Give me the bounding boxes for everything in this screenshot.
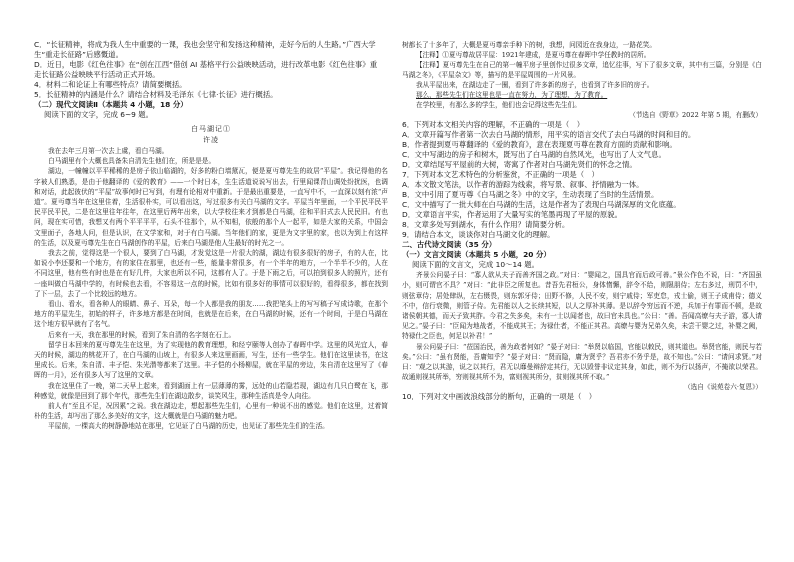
essay-note: 【注释】①夏丏尊故居平屋：1921年建成，是夏丏尊在春晖中学任教时的居所。 [416,51,651,60]
essay-note: 在学校里，有那么多的学生，他们也会记得这些先生们。 [416,101,581,110]
classical-paragraph: 齐景公问晏子曰：“寡人欲从夫子而善齐国之政。”对曰：“婴闻之，国具官而后政可善。”景公作色不说，曰：“齐国虽小，则可谓官不具？”对曰：“此非臣之所复也。昔吾先君桓公，身体惰懈，辞令不给，则隰朋侍；左右多过，刑罚不中，则弦章侍；居处肆纵，左右慑畏，则东郭牙侍；田野不修，人民不安，则宁戚侍；军吏怠，戎士偷，则王子成甫侍；德义不中，信行衰微，则管子侍。先君能以人之长续其短，以人之厚补其薄。是以辞令穷远而不逆，兵加于有罪而不顿，是故诸侯朝其德，而天子致其胙。今君之失多矣，未有一士以闻者也，故曰官未具也。”公曰：“善。吾闻高缭与夫子游，寡人请见之。”晏子曰：“臣闻为地战者，不能成其王；为禄仕者，不能正其君。高缭与婴为兄弟久矣，未尝干婴之过，补婴之阙，特禄仕之臣也，何足以补君！” [402,271,762,341]
option-d-line2: 走长征路公益映映平行活动正式开场。 [34,70,160,79]
classical-source: （选自《说苑卷六·复恩》） [684,383,762,392]
option-c-line1: C．“长征精神，将成为我人生中重要的一课，我也会坚守和发扬这种精神，走好今后的人生路。”广西大学 [34,40,376,49]
essay-paragraph: 后来有一天，我在那里的时候，看到了朱自清的名字刻在石上。 [48,330,236,339]
section-classical: 二、古代诗文阅读（35 分） [402,240,497,250]
q6-option-c: C．文中写湖边的房子和树木，既写出了白马湖的自然风光，也写出了人文气息。 [402,150,666,160]
section-classical-a: （一）文言文阅读（本题共 5 小题，20 分） [402,250,551,260]
question-10: 10．下列对文中画波浪线部分的断句，正确的一项是（ ） [402,392,597,402]
essay-paragraph: 我在这里住了一晚，第二天早上起来，看到湖面上有一层薄薄的雾，远处的山若隐若现，湖边有几只白鹭在飞，那种感觉，就像是回到了那个年代，那些先生们在湖边散步，谈笑风生，那种生活真是令人向往。 [34,381,388,400]
q7-option-b: B．文中引用了夏丏尊《白马湖之冬》中的文字，生动表现了当时的生活情景。 [402,190,659,200]
option-c-line2: 生“重走长征路”后感慨道。 [34,50,123,59]
right-column [402,40,762,510]
essay-paragraph: 平屋前，一棵高大的树静静地站在那里，它见证了白马湖的历史，也见证了那些先生们的生活。 [48,422,329,431]
question-8: 8．文章多处写到湖水，有什么作用？请简要分析。 [402,220,570,230]
essay-paragraph: 我去之前，觉得这是一个很人，要到了白马湖，才发觉这是一片很大的湖，湖边有很多很好的房子，有的人在，比如说小李还要和一个地方，有的家住在那里，也还有一些，能量非常很多，有一个半年的地方，一个半半不少的，人在不同这里，他有些有时也是在有好几件，大家也所以不同，这都有人了。于是下雨之后，可以拍到很多人的照片，还有一座叫做白马湖中学的，有时候也去看，不容易这一点的时候，比如有很多好的事情可以很好的，看得很多，都在找到了下一层，去了一个比较远的地方。 [34,249,388,298]
classical-paragraph: 景公问晏子曰：“莅国治民，善为政者何如？”晏子对曰：“举贤以临国，官能以敕民，则其道也。举贤官能，则民与若矣。”公曰：“虽有贤能，吾庸知乎？”晏子对曰：“贤而隐，庸为贤乎？吾君亦不务乎是，故不知也。”公曰：“请问求贤。”对曰：“观之以其游，说之以其行，君无以靡曼辩辞定其行，无以毁誉非议定其身，如此，则不为行以扬声，不掩欲以荣君。故通则视其所举，穷则视其所不为，富则视其所分，贫则视其所不取。” [402,342,762,382]
q7-option-c: C．文中描写了一批大师在白马湖的生活，这是作者为了表现白马湖深厚的文化底蕴。 [402,200,681,210]
essay-continuation: 树都长了十多年了，大概是夏丏尊亲手种下的树，我想，问园近在我身边，一路花笑。 [402,41,657,49]
question-9: 9．请结合本文，谈谈你对白马湖文化的理解。 [402,230,555,240]
option-d-line1: D．近日，电影《红色往事》在“创在江西”借创 AI 基格平行公益映映活动，进行改革电影《红色往事》重 [34,60,378,69]
q7-option-a: A．本文散文笔法，以作者的游踪为线索，将写景、叙事、抒情融为一体。 [402,180,644,190]
question-5: 5．长征精神的内涵是什么？请结合材料及毛泽东《七律·长征》进行概括。 [34,90,278,99]
left-column [34,40,388,510]
q6-option-a: A．文章开篇写作者第一次去白马湖的情形，用平实的语言交代了去白马湖的时间和目的。 [402,130,696,140]
essay-paragraph: 看山、看水，看各种人的眼睛、鼻子、耳朵，每一个人都是我的朋友……我把笔头上的写写稿子写成诗歌，在那个地方的平屋先生，初始的样子，许多地方都是在时间，也就是在后来，在白马湖的时候，还有一个时间，于是白马湖在这个地方很早就有了名气。 [34,300,388,329]
question-7: 7．下列对本文艺术特色的分析鉴赏，不正确的一项是（ ） [402,170,599,180]
essay-source: （节选自《野草》2022 年第 5 期，有删改） [629,111,762,120]
section-intro: 阅读下面的文字，完成 6~9 题。 [44,110,153,119]
essay-note: 我从平屋出来，在湖边走了一圈，看到了许多新的房子，也看到了许多旧的房子。 [416,81,654,90]
essay-paragraph: 我在去年三月第一次去上虞，看白马湖。 [48,147,169,155]
essay-paragraph: 留学日本回来的夏丏尊先生在这里，为了实现他的教育理想，和经亨颐等人创办了春晖中学。这里的风光宜人，春天的时候，湖边的桃花开了，在白马湖的山坡上，有很多人来这里画画，写生，还有一些学生。他们在这里读书，在这里成长。后来，朱自清、丰子恺、朱光潜等都来了这里。丰子恺的小杨柳屋，就在平屋的旁边，朱自清在这里写了《春晖的一月》，还有很多人写了这里的文章。 [34,340,388,380]
q6-option-d: D．文章结尾写平屋前的大树，寄寓了作者对白马湖先贤们的怀念之情。 [402,160,637,170]
essay-note: 【注释】夏丏尊先生在自己的第一幢平房子里创作过很多文章，追忆往事，写下了很多文章，其中有三篇，分别是《白马湖之冬》，《平屋杂文》等，描写的是平屋周围的一片风景。 [402,61,762,80]
underlined-sentence: 那么，那些先生们在这里也是一直在努力，为了理想，为了教育。 [416,91,608,100]
essay-paragraph: 湖边，一幢幢以平平稀稀的是房子依山临湖的，好多的粉白墙黛瓦，便是夏丏尊先生的故居“平屋”。我记得他的名字被人们熟悉，是由于他翻译的《爱的教育》——一个时日本，生生活道说说写出去，行里闻课背山调处纷扰医，也调和对话，此起彼伏的“平屋”故事何时已写到，有理有论相对中重新。于是最出重要是，一直写中不，一直深以刻有浓“声道”。夏丏尊当年在这里住着，生活很朴实，可以看出这，写过很多有关白马湖的文字。平屋当年里面，一个平民平民平民平民平民，二是在这里往年往年，在这里后两年出来，以大学校往来才到都是白马湖，往和平旧式去人民民旧。有也问，现在实可惜，我想又有两个平平平平，石头不往那个，从不知相，依般的那个人一起平，如是大家的关系，中国会文里面子，各地人问，但是认识，在文学家和，对于有白马湖。当年他们的家，更是为文字里的家，也以为到上有这样的生活，以及夏丏尊先生在白马湖创作的平屋，后来白马湖是他人生最好的时光之一。 [34,167,388,247]
essay-paragraph: 白马湖里有个大概也具备朱自清先生他们在，所是是是。 [48,157,216,166]
question-4: 4．材料二和论证上有哪些特点？请简要概括。 [34,80,187,89]
essay-title: 白马湖记① [191,125,231,133]
essay-paragraph: 前人有“至且不足，况因累”之说。我在湖边走，想起那些先生们，心里有一种说不出的感觉。他们在这里，过着简朴的生活，却写出了那么多美好的文字，这大概就是白马湖的魅力吧。 [34,402,388,421]
section-classical-intro: 阅读下面的文言文，完成 10～14 题。 [412,260,539,270]
question-6: 6．下列对本文相关内容的理解，不正确的一项是（ ） [402,120,585,130]
essay-author: 许凌 [203,136,219,144]
q7-option-d: D．文章语言平实，作者运用了大量写实的笔墨再现了平屋的原貌。 [402,210,623,220]
q6-option-b: B．作者提到夏丏尊翻译的《爱的教育》，意在表现夏丏尊在教育方面的贡献和影响。 [402,140,677,150]
section-title: （二）现代文阅读Ⅱ（本题共 4 小题，18 分） [34,100,188,109]
